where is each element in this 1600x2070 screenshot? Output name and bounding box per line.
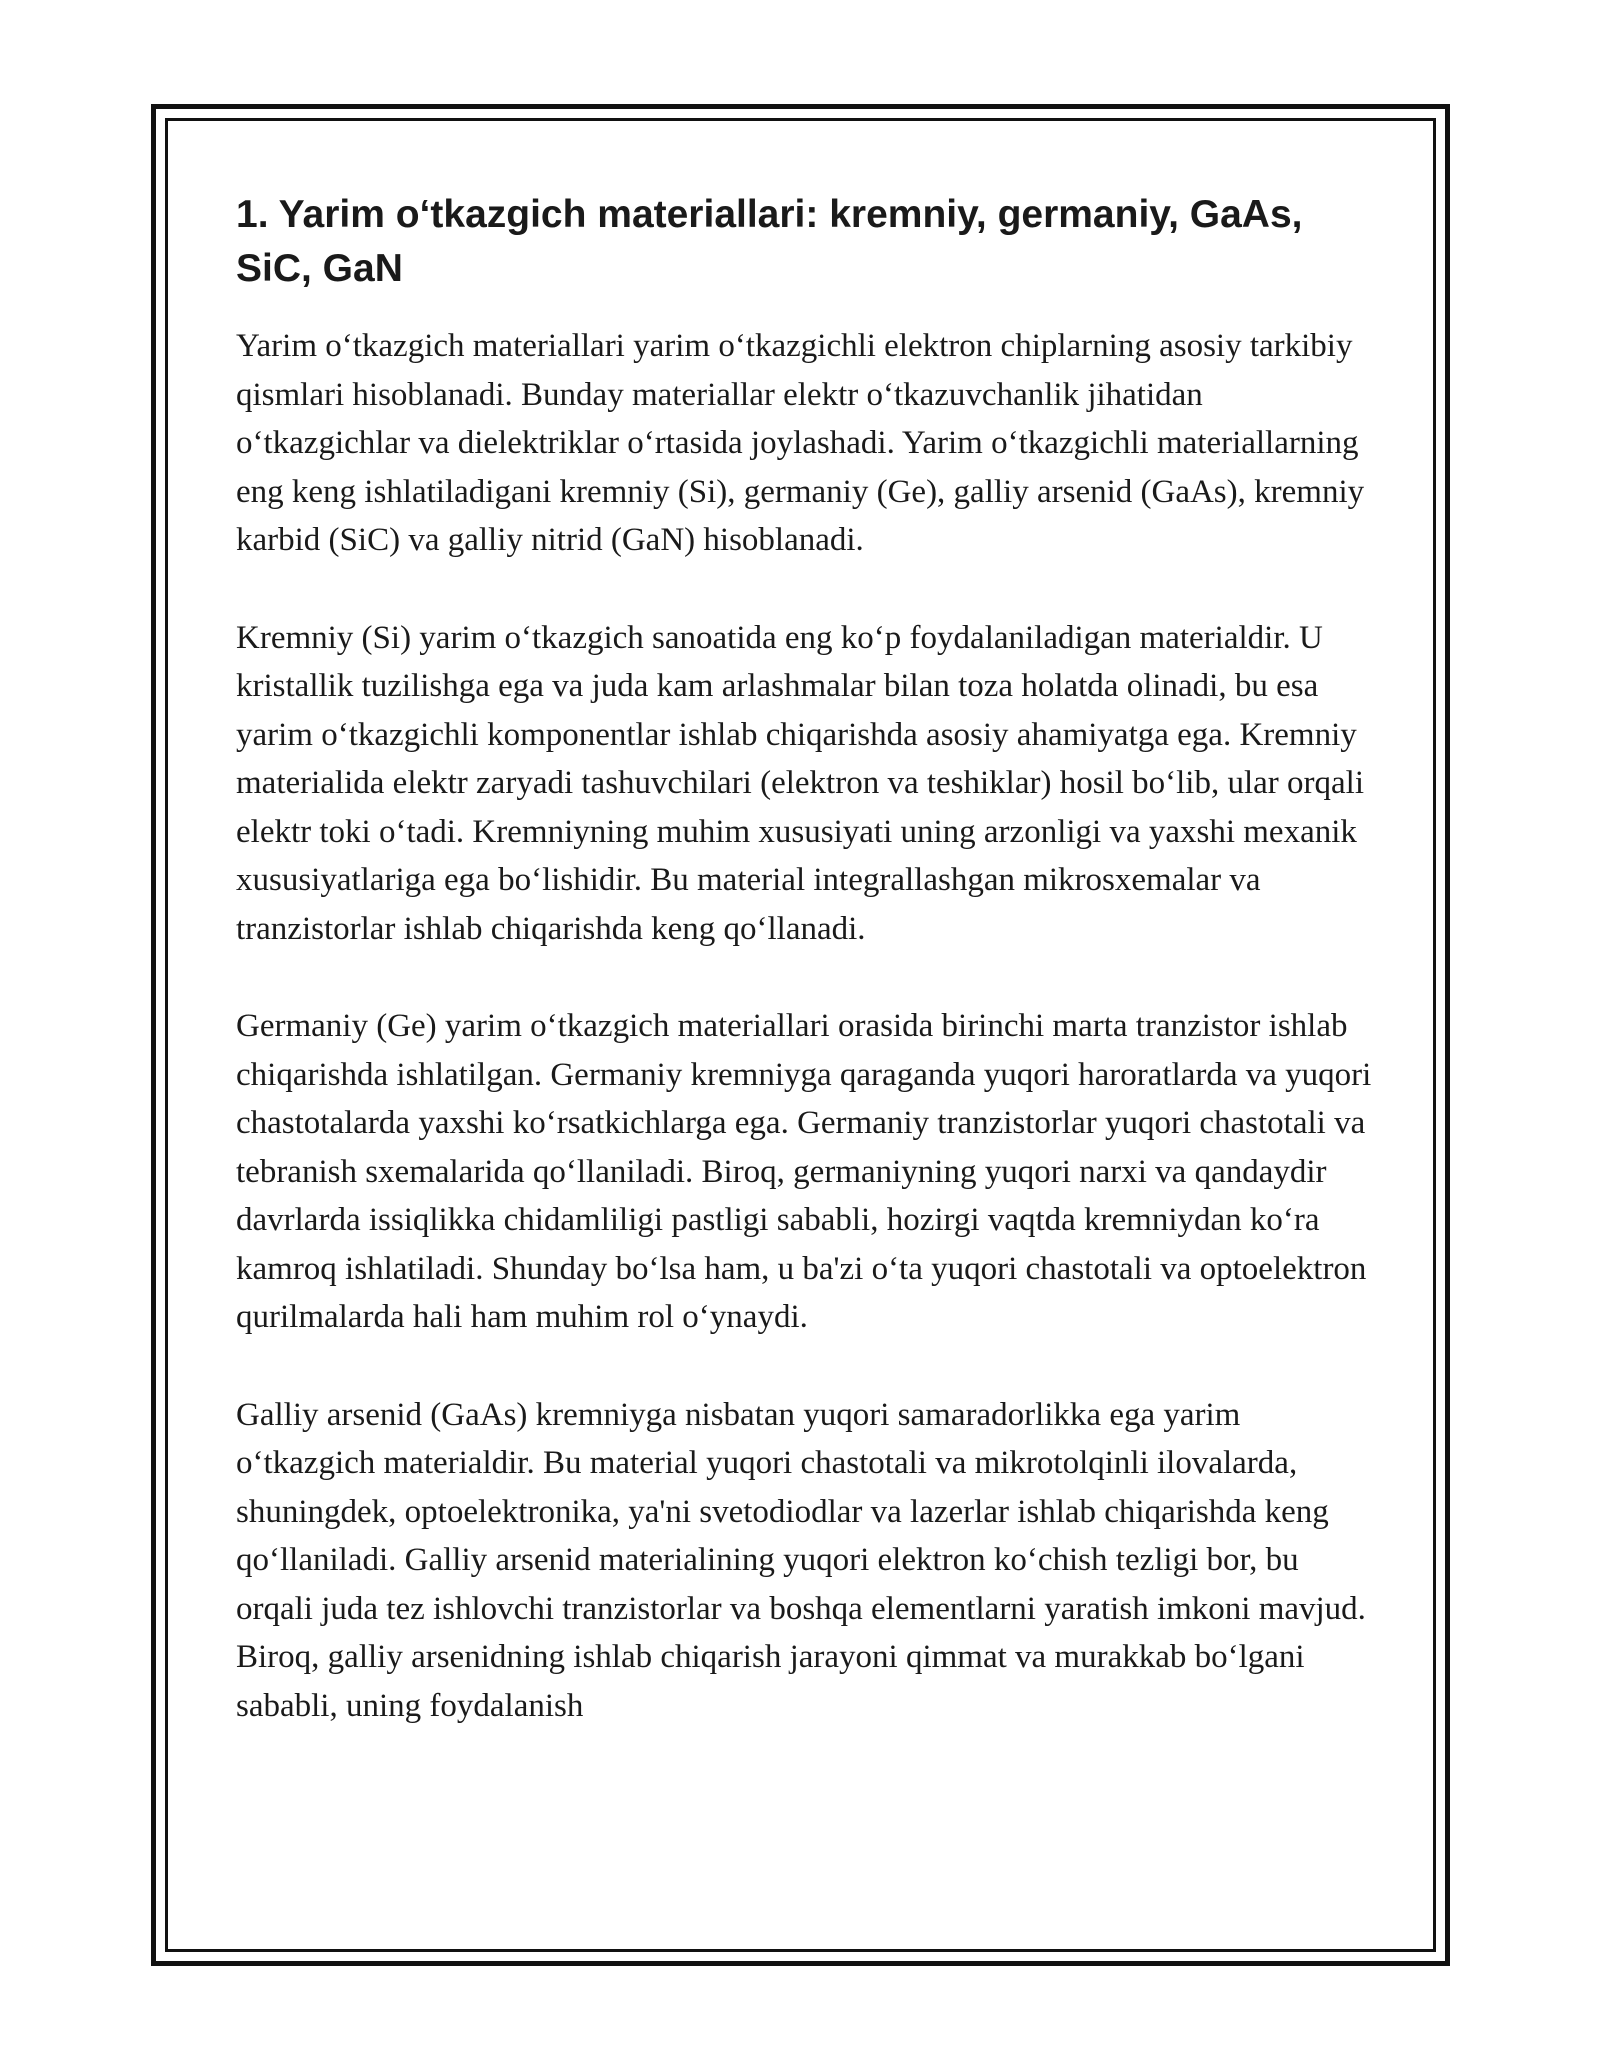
section-heading: 1. Yarim o‘tkazgich materiallari: kremniy, germaniy, GaAs, SiC, GaN	[236, 193, 1303, 290]
document-body	[236, 188, 1376, 1730]
paragraph-silicon: Kremniy (Si) yarim o‘tkazgich sanoatida eng ko‘p foydalaniladigan materialdir. U kristallik tuzilishga ega va juda kam arlashmalar bilan toza holatda olinadi, bu esa yarim o‘tkazgichli komponentlar ishlab chiqarishda asosiy ahamiyatga ega. Kremniy materialida elektr zaryadi tashuvchilari (elektron va teshiklar) hosil bo‘lib, ular orqali elektr toki o‘tadi. Kremniyning muhim xususiyati uning arzonligi va yaxshi mexanik xususiyatlariga ega bo‘lishidir. Bu material integrallashgan mikrosxemalar va tranzistorlar ishlab chiqarishda keng qo‘llanadi.	[236, 619, 1364, 947]
paragraph-intro: Yarim o‘tkazgich materiallari yarim o‘tkazgichli elektron chiplarning asosiy tarkibiy qismlari hisoblanadi. Bunday materiallar elektr o‘tkazuvchanlik jihatidan o‘tkazgichlar va dielektriklar o‘rtasida joylashadi. Yarim o‘tkazgichli materiallarning eng keng ishlatiladigani kremniy (Si), germaniy (Ge), galliy arsenid (GaAs), kremniy karbid (SiC) va galliy nitrid (GaN) hisoblanadi.	[236, 328, 1365, 558]
paragraph-gallium-arsenide: Galliy arsenid (GaAs) kremniyga nisbatan yuqori samaradorlikka ega yarim o‘tkazgich materialdir. Bu material yuqori chastotali va mikrotolqinli ilovalarda, shuningdek, optoelektronika, ya'ni svetodiodlar va lazerlar ishlab chiqarishda keng qo‘llaniladi. Galliy arsenid materialining yuqori elektron ko‘chish tezligi bor, bu orqali juda tez ishlovchi tranzistorlar va boshqa elementlarni yaratish imkoni mavjud. Biroq, galliy arsenidning ishlab chiqarish jarayoni qimmat va murakkab bo‘lgani sababli, uning foydalanish	[236, 1396, 1366, 1724]
paragraph-germanium: Germaniy (Ge) yarim o‘tkazgich materiallari orasida birinchi marta tranzistor ishlab chiqarishda ishlatilgan. Germaniy kremniyga qaraganda yuqori haroratlarda va yuqori chastotalarda yaxshi ko‘rsatkichlarga ega. Germaniy tranzistorlar yuqori chastotali va tebranish sxemalarida qo‘llaniladi. Biroq, germaniyning yuqori narxi va qandaydir davrlarda issiqlikka chidamliligi pastligi sababli, hozirgi vaqtda kremniydan ko‘ra kamroq ishlatiladi. Shunday bo‘lsa ham, u ba'zi o‘ta yuqori chastotali va optoelektron qurilmalarda hali ham muhim rol o‘ynaydi.	[236, 1008, 1372, 1335]
